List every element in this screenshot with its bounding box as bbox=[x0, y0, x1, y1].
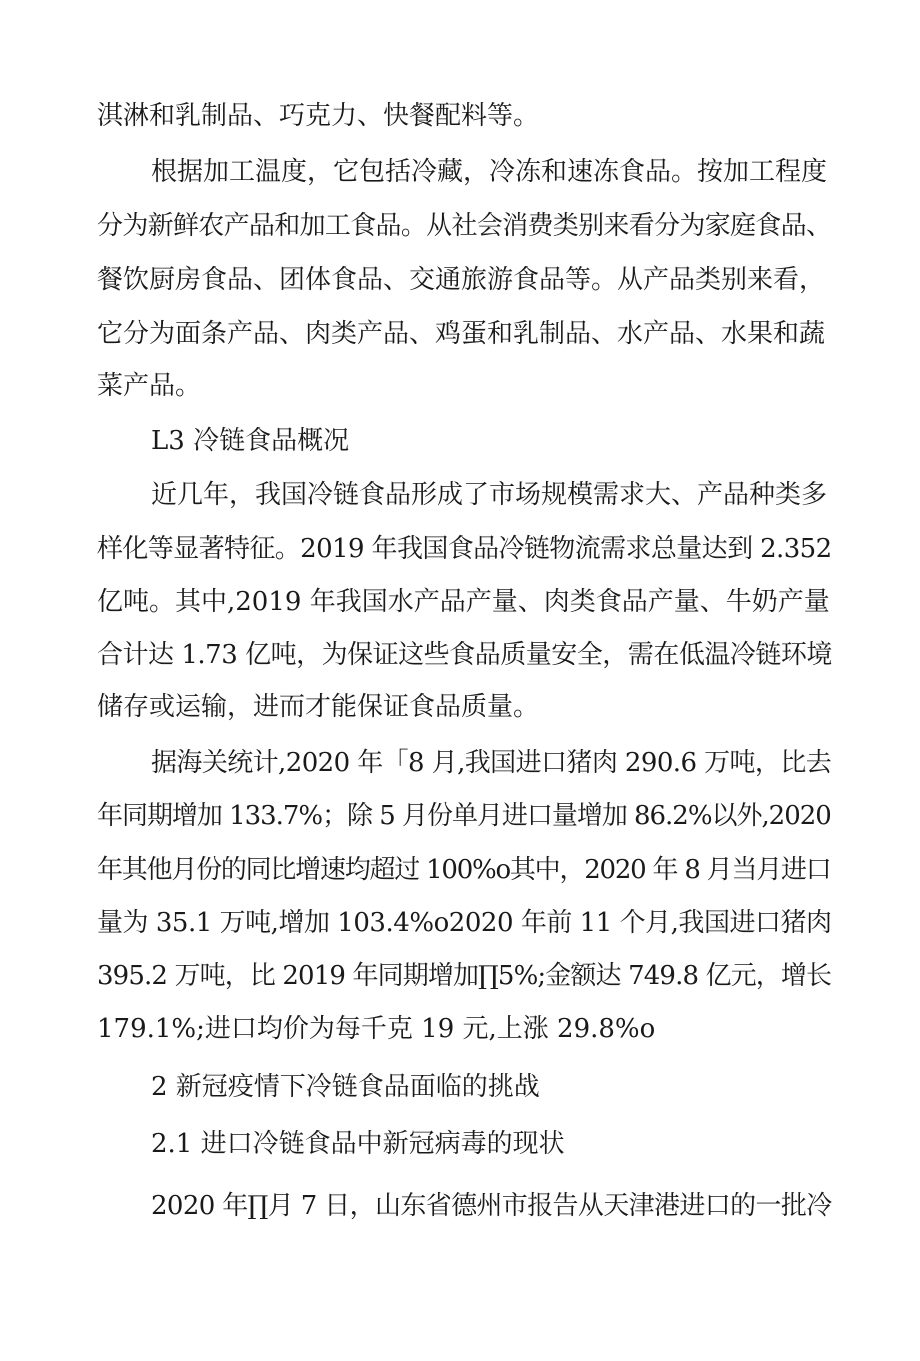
paragraph-line: 样化等显著特征。2019 年我国食品冷链物流需求总量达到 2.352 bbox=[97, 534, 832, 564]
section-heading: 2 新冠疫情下冷链食品面临的挑战 bbox=[151, 1072, 540, 1102]
paragraph-line: 菜产品。 bbox=[97, 371, 202, 401]
paragraph-line: 淇淋和乳制品、巧克力、快餐配料等。 bbox=[97, 101, 540, 131]
paragraph-line: 年同期增加 133.7%；除 5 月份单月进口量增加 86.2%以外,2020 bbox=[97, 801, 831, 831]
paragraph-line: 395.2 万吨，比 2019 年同期增加∏5%;金额达 749.8 亿元，增长 bbox=[97, 961, 832, 991]
paragraph-line: 年其他月份的同比增速均超过 100%o其中，2020 年 8 月当月进口 bbox=[97, 855, 831, 885]
paragraph-line: 分为新鲜农产品和加工食品。从社会消费类别来看分为家庭食品、 bbox=[97, 211, 832, 241]
paragraph-line: 餐饮厨房食品、团体食品、交通旅游食品等。从产品类别来看， bbox=[97, 265, 826, 295]
paragraph-line: 量为 35.1 万吨,增加 103.4%o2020 年前 11 个月,我国进口猪肉 bbox=[97, 908, 832, 938]
paragraph-line: 179.1%;进口均价为每千克 19 元,上涨 29.8%o bbox=[97, 1014, 656, 1044]
paragraph-line: 亿吨。其中,2019 年我国水产品产量、肉类食品产量、牛奶产量 bbox=[97, 587, 830, 617]
paragraph-line: 2020 年∏月 7 日，山东省德州市报告从天津港进口的一批冷 bbox=[151, 1191, 832, 1221]
subsection-heading: 2.1 进口冷链食品中新冠病毒的现状 bbox=[151, 1129, 565, 1159]
section-heading: L3 冷链食品概况 bbox=[151, 426, 350, 456]
paragraph-line: 近几年，我国冷链食品形成了市场规模需求大、产品种类多 bbox=[151, 480, 828, 510]
paragraph-line: 它分为面条产品、肉类产品、鸡蛋和乳制品、水产品、水果和蔬 bbox=[97, 319, 826, 349]
paragraph-line: 据海关统计,2020 年「8 月,我国进口猪肉 290.6 万吨，比去 bbox=[151, 748, 832, 778]
paragraph-line: 根据加工温度，它包括冷藏，冷冻和速冻食品。按加工程度 bbox=[151, 157, 828, 187]
paragraph-line: 合计达 1.73 亿吨，为保证这些食品质量安全，需在低温冷链环境 bbox=[97, 640, 832, 670]
paragraph-line: 储存或运输，进而才能保证食品质量。 bbox=[97, 692, 540, 722]
